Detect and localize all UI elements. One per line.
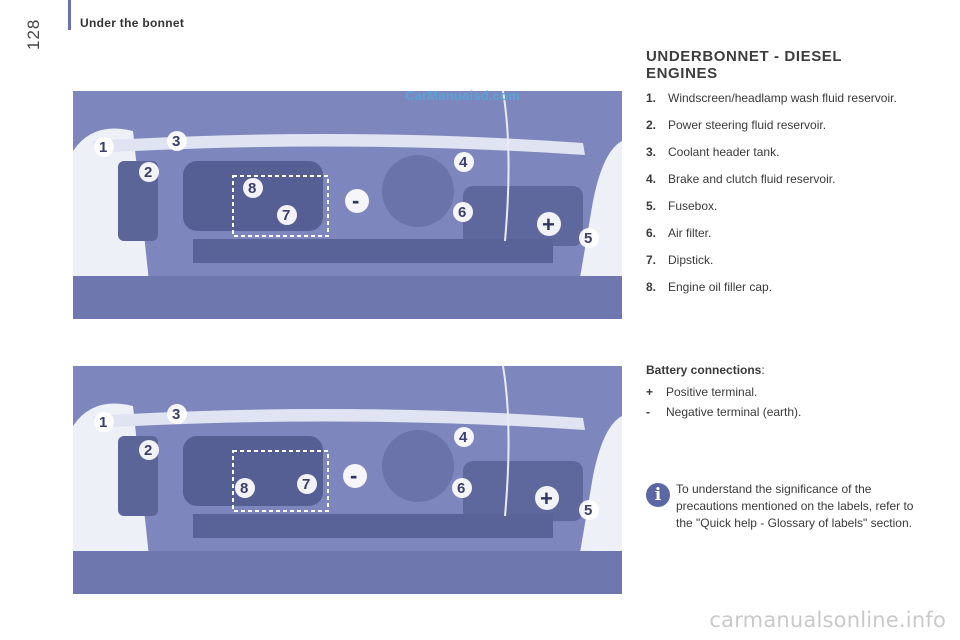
diagram-label-plus: +	[540, 486, 553, 511]
list-item	[646, 196, 916, 216]
diagram-label-2: 2	[144, 164, 153, 181]
item-number: 8.	[646, 280, 657, 294]
diagram-label-2: 2	[144, 442, 153, 459]
item-text: Fusebox.	[668, 199, 718, 213]
diagram-label-8: 8	[248, 180, 257, 197]
item-text: Coolant header tank.	[668, 145, 780, 159]
positive-symbol: +	[646, 385, 654, 399]
page-number: 128	[24, 18, 43, 50]
diagram-label-6: 6	[458, 204, 467, 221]
page-title: UNDERBONNET - DIESEL ENGINES	[646, 48, 842, 82]
diagram-label-4: 4	[459, 429, 468, 446]
diagram-label-8: 8	[240, 480, 249, 497]
negative-symbol: -	[646, 405, 650, 419]
list-item	[646, 277, 916, 297]
list-item	[646, 88, 916, 108]
item-text: Windscreen/headlamp wash fluid reservoir.	[668, 91, 897, 105]
parts-list	[646, 88, 916, 304]
item-number: 7.	[646, 253, 657, 267]
item-text: Engine oil filler cap.	[668, 280, 773, 294]
item-text: Power steering fluid reservoir.	[668, 118, 827, 132]
diagram-label-4: 4	[459, 154, 468, 171]
diagram-label-plus: +	[542, 212, 555, 237]
item-number: 6.	[646, 226, 657, 240]
item-number: 2.	[646, 118, 657, 132]
info-text: To understand the significance of the precautions mentioned on the labels, refer to the "Quick help - Glossary of labels" section.	[676, 482, 914, 530]
list-item	[646, 250, 916, 270]
battery-connections	[646, 363, 916, 425]
negative-text: Negative terminal (earth).	[666, 405, 802, 419]
list-item	[646, 142, 916, 162]
item-number: 5.	[646, 199, 657, 213]
battery-heading-label: Battery connections	[646, 363, 762, 377]
diagram-label-minus: -	[350, 463, 358, 488]
engine-illustration	[73, 91, 622, 319]
info-note	[646, 481, 916, 532]
info-icon: i	[646, 483, 670, 507]
list-item	[646, 223, 916, 243]
item-number: 3.	[646, 145, 657, 159]
battery-positive-row	[646, 385, 916, 399]
diagram-label-minus: -	[352, 188, 360, 213]
list-item	[646, 115, 916, 135]
diagram-label-5: 5	[584, 502, 593, 519]
list-item	[646, 169, 916, 189]
watermark-top: CarManualsd.com	[405, 88, 520, 103]
diagram-label-1: 1	[99, 414, 108, 431]
positive-text: Positive terminal.	[666, 385, 758, 399]
diagram-label-7: 7	[302, 476, 311, 493]
battery-negative-row	[646, 405, 916, 419]
footer-watermark: carmanualsonline.info	[709, 608, 946, 632]
engine-diagram-top	[73, 91, 622, 319]
section-bar	[68, 0, 71, 30]
item-text: Air filter.	[668, 226, 712, 240]
diagram-label-6: 6	[457, 480, 466, 497]
diagram-label-3: 3	[172, 406, 181, 423]
item-text: Dipstick.	[668, 253, 714, 267]
engine-illustration	[73, 366, 622, 594]
diagram-label-7: 7	[282, 207, 291, 224]
battery-heading	[646, 363, 916, 377]
item-number: 4.	[646, 172, 657, 186]
diagram-label-3: 3	[172, 133, 181, 150]
diagram-label-1: 1	[99, 139, 108, 156]
battery-heading-suffix: :	[761, 363, 765, 377]
section-label: Under the bonnet	[80, 16, 185, 30]
engine-diagram-bottom	[73, 366, 622, 594]
diagram-label-5: 5	[584, 230, 593, 247]
item-text: Brake and clutch fluid reservoir.	[668, 172, 836, 186]
item-number: 1.	[646, 91, 657, 105]
